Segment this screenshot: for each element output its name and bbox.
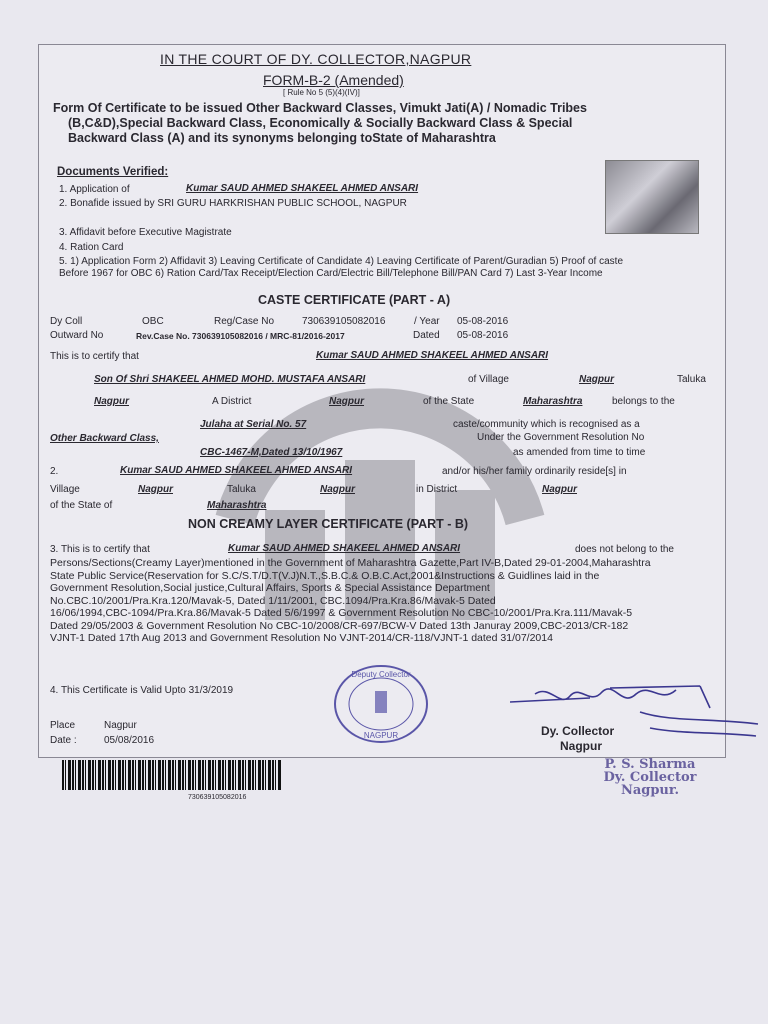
a-district-label: A District [212, 396, 252, 407]
part-b-line-7: VJNT-1 Dated 17th Aug 2013 and Government Resolution No VJNT-2014/CR-118/VJNT-1 dated 31/07/2014 [50, 632, 553, 644]
doc-item-5a: 5. 1) Application Form 2) Affidavit 3) Leaving Certificate of Candidate 4) Leaving Certificate of Parent/Guradian 5) Proof of caste [59, 256, 624, 267]
outward-label: Outward No [50, 330, 104, 341]
seal-text-bottom: NAGPUR [363, 731, 399, 740]
heading-line-2: (B,C&D),Special Backward Class, Economically & Socially Backward Class & Special [68, 116, 573, 130]
part-a-title: CASTE CERTIFICATE (PART - A) [258, 293, 451, 307]
reg-case-value: 730639105082016 [302, 316, 386, 327]
signatory-designation: Dy. Collector [541, 724, 615, 738]
of-state-label: of the State [423, 396, 475, 407]
doc-item-4: 4. Ration Card [59, 242, 124, 253]
part-b-line-2: State Public Service(Reservation for S.C/S.T/D.T(V.J)N.T.,S.B.C.& O.B.C.Act,2001&Instructions & Guidlines laid in the [50, 569, 600, 582]
taluka-value: Nagpur [94, 396, 129, 407]
date-label: Date : [50, 735, 77, 746]
applicant-photo [605, 160, 699, 234]
applicant-name: Kumar SAUD AHMED SHAKEEL AHMED ANSARI [316, 350, 549, 361]
heading-line-3: Backward Class (A) and its synonyms belonging toState of Maharashtra [68, 131, 496, 145]
dated-value: 05-08-2016 [457, 330, 509, 341]
para-3-name: Kumar SAUD AHMED SHAKEEL AHMED ANSARI [228, 543, 461, 554]
stamp-title: Dy. Collector [603, 770, 697, 785]
taluka-value-2: Nagpur [320, 484, 355, 495]
year-value: 05-08-2016 [457, 316, 509, 327]
outward-value: Rev.Case No. 730639105082016 / MRC-81/2016-2017 [136, 331, 345, 341]
rule-reference: [ Rule No 5 (5)(4)(IV)] [283, 88, 360, 97]
belongs-text: belongs to the [612, 396, 675, 407]
district-value-2: Nagpur [542, 484, 577, 495]
amended-text: as amended from time to time [513, 447, 646, 458]
part-b-line-3: Government Resolution,Social justice,Cultural Affairs, Sports & Special Assistance Department [50, 582, 490, 594]
part-b-line-4: No.CBC.10/2001/Pra.Kra.120/Mavak-5, Dated 1/11/2001, CBC.1094/Pra.Kra.86/Mavak-5 Dated [50, 594, 496, 607]
part-b-line-5: 16/06/1994,CBC-1094/Pra.Kra.86/Mavak-5 Dated 5/6/1997 & Government Resolution No CBC-10/2001/Pra.Kra.111/Mavak-5 [50, 607, 633, 619]
barcode-number: 730639105082016 [188, 794, 247, 801]
son-of-text: Son Of Shri SHAKEEL AHMED MOHD. MUSTAFA ANSARI [94, 374, 366, 385]
form-heading [53, 101, 703, 146]
category-value: Other Backward Class, [50, 433, 159, 444]
stamp-name: P. S. Sharma [604, 757, 696, 772]
barcode [62, 760, 282, 790]
resolution-value: CBC-1467-M,Dated 13/10/1967 [200, 447, 343, 458]
under-resolution-text: Under the Government Resolution No [477, 432, 645, 443]
heading-line-1: Form Of Certificate to be issued Other Backward Classes, Vimukt Jati(A) / Nomadic Tribes [53, 101, 587, 115]
place-label: Place [50, 720, 76, 731]
caste-value: Julaha at Serial No. 57 [200, 419, 307, 430]
doc-item-1-label: 1. Application of [59, 184, 130, 195]
deputy-collector-seal [332, 663, 430, 745]
village-value-2: Nagpur [138, 484, 173, 495]
part-b-body [50, 557, 710, 645]
village-value: Nagpur [579, 374, 614, 385]
court-title: IN THE COURT OF DY. COLLECTOR,NAGPUR [160, 51, 472, 67]
seal-text-top: Deputy Collector [351, 670, 411, 679]
of-state-label-2: of the State of [50, 500, 113, 511]
para-2-text: and/or his/her family ordinarily reside[s] in [442, 466, 627, 477]
state-value-2: Maharashtra [207, 500, 267, 511]
caste-community-text: caste/community which is recognised as a [453, 419, 640, 430]
dy-coll-label: Dy Coll [50, 316, 83, 327]
documents-title: Documents Verified: [57, 166, 169, 178]
of-village-label: of Village [468, 374, 509, 385]
village-label: Village [50, 484, 80, 495]
dy-coll-value: OBC [142, 316, 164, 327]
taluka-label-2: Taluka [227, 484, 256, 495]
stamp-city: Nagpur. [620, 783, 680, 798]
in-district-label: in District [416, 484, 458, 495]
year-label: / Year [414, 316, 440, 327]
para-3-label: 3. This is to certify that [50, 544, 150, 555]
doc-item-3: 3. Affidavit before Executive Magistrate [59, 227, 232, 238]
part-b-line-1: Persons/Sections(Creamy Layer)mentioned in the Government of Maharashtra Gazette,Part IV-B,Dated 29-01-2004,Maharashtra [50, 557, 651, 569]
para-3-end: does not belong to the [575, 544, 674, 555]
signatory-city: Nagpur [560, 739, 602, 753]
taluka-label: Taluka [677, 374, 706, 385]
district-value: Nagpur [329, 396, 364, 407]
doc-item-1-value: Kumar SAUD AHMED SHAKEEL AHMED ANSARI [186, 183, 419, 194]
form-title: FORM-B-2 (Amended) [263, 72, 404, 88]
validity-text: 4. This Certificate is Valid Upto 31/3/2019 [50, 685, 234, 696]
part-b-line-6: Dated 29/05/2003 & Government Resolution No CBC-10/2008/CR-697/BCW-V Dated 13th Januray 2009,CBC-2013/CR-182 [50, 619, 629, 632]
name-stamp [590, 758, 710, 797]
para-2-name: Kumar SAUD AHMED SHAKEEL AHMED ANSARI [120, 465, 353, 476]
part-b-title: NON CREAMY LAYER CERTIFICATE (PART - B) [188, 517, 469, 531]
dated-label: Dated [413, 330, 440, 341]
state-value: Maharashtra [523, 396, 583, 407]
para-2-number: 2. [50, 466, 59, 477]
date-value: 05/08/2016 [104, 735, 155, 746]
certify-text: This is to certify that [50, 351, 139, 362]
doc-item-2: 2. Bonafide issued by SRI GURU HARKRISHAN PUBLIC SCHOOL, NAGPUR [59, 198, 407, 209]
place-value: Nagpur [104, 720, 137, 731]
reg-case-label: Reg/Case No [214, 316, 275, 327]
doc-item-5b: Before 1967 for OBC 6) Ration Card/Tax Receipt/Election Card/Electric Bill/Telephone Bill/PAN Card 7) Last 3-Year Income [59, 268, 603, 279]
